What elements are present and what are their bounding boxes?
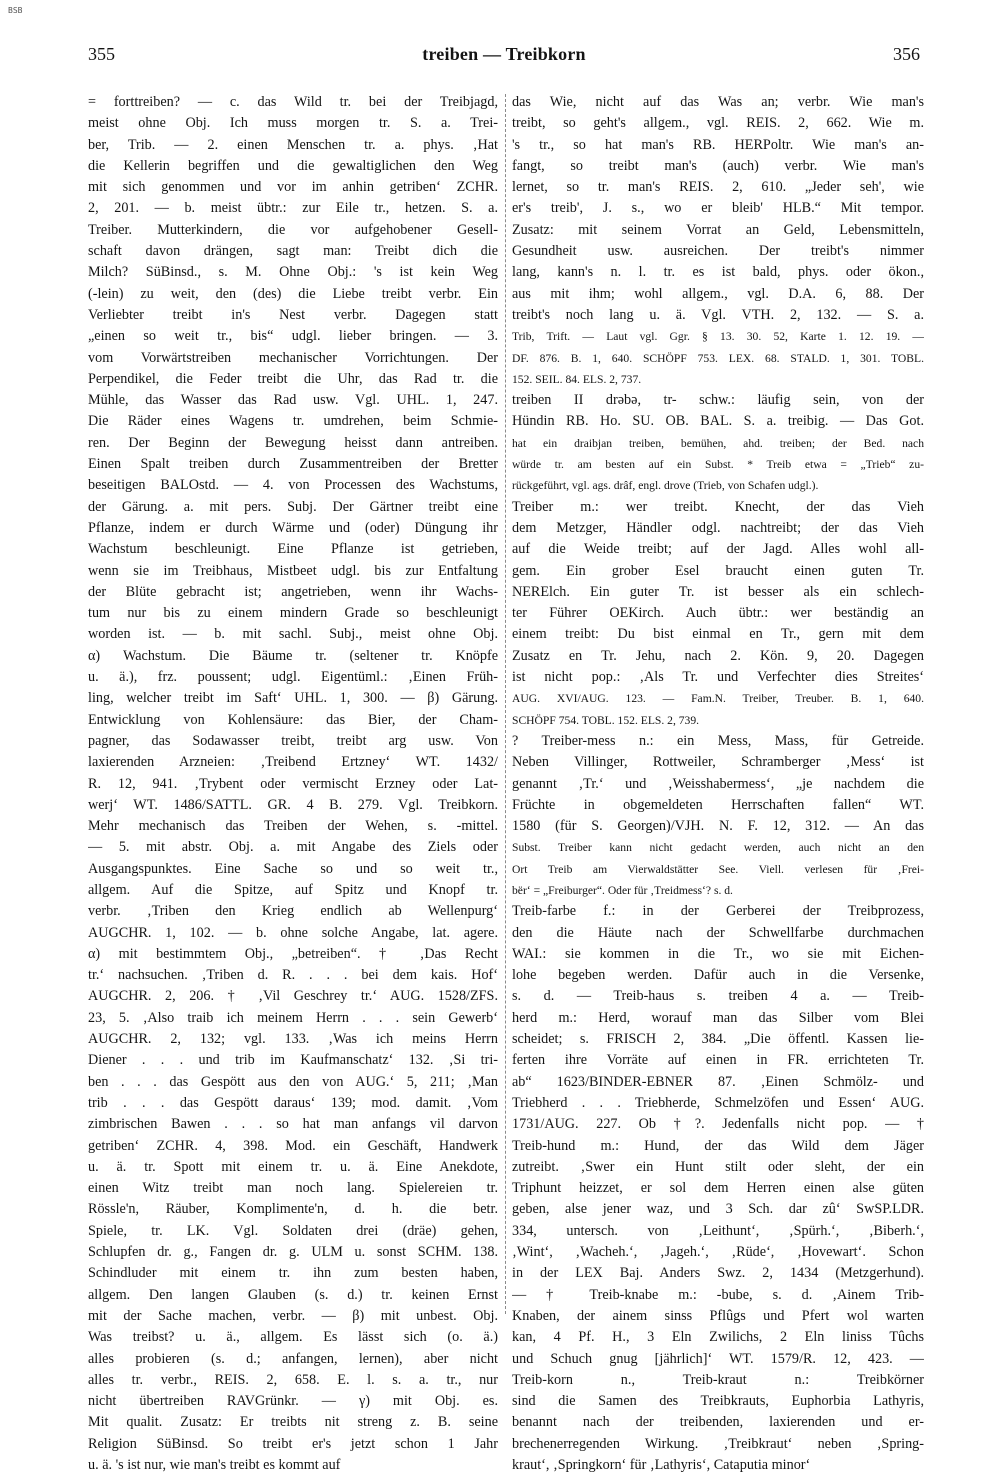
text-line: geben, alse jener waz, und 3 Sch. dar zû‘ SwSP.LDR. — [512, 1201, 924, 1218]
text-line: bër‘ = „Freiburger“. Oder für ‚Treidmess‘? s. d. — [512, 883, 733, 897]
text-line: Rössle'n, Räuber, Komplimente'n, d. h. die betr. — [88, 1201, 498, 1218]
text-line: Hündin RB. Ho. SU. OB. BAL. S. a. treibig. — Das Got. — [512, 413, 924, 430]
text-line: auf die Weide treibt; auf der Jagd. Alles wohl all- — [512, 541, 924, 558]
text-line: getriben‘ ZCHR. 4, 398. Mod. ein Geschäft, Handwerk — [88, 1137, 498, 1154]
text-line: alles probieren (s. d.; anfangen, lernen), aber nicht — [88, 1350, 498, 1367]
text-line: wenn sie im Treibhaus, Mistbeet udgl. bis zur Entfaltung — [88, 562, 498, 579]
text-line: Zusatz: mit seinem Vorrat an Geld, Lebensmitteln, — [512, 221, 924, 238]
text-line: Treib-farbe f.: in der Gerberei der Treibprozess, — [512, 903, 924, 920]
text-line: rückgeführt, vgl. ags. drâf, engl. drove (Trieb, von Schafen udgl.). — [512, 479, 819, 493]
text-line: Spiele, tr. LK. Vgl. Soldaten drei (dräe) gehen, — [88, 1222, 498, 1239]
text-line: der Gärung. a. mit pers. Subj. Der Gärtner treibt eine — [88, 498, 498, 515]
text-line: treiben II drəbə, tr- schw.: läufig sein, von der — [512, 392, 924, 409]
text-line: Zusatz en Tr. Jehu, nach 2. Kön. 9, 20. Dagegen — [512, 647, 924, 664]
right-text-column — [512, 92, 924, 1476]
column-divider — [505, 94, 506, 1314]
text-line: meist ohne Obj. Ich muss morgen tr. S. a. Trei- — [88, 115, 498, 132]
text-line: fangt, so treibt man's (auch) verbr. Wie man's — [512, 157, 924, 174]
text-line: den die Häute nach der Schwellfarbe durchmachen — [512, 924, 924, 941]
text-line: laxierenden Arzneien: ‚Treibend Ertzney‘ WT. 1432/ — [88, 754, 498, 771]
text-line: sind die Samen des Treibkrauts, Euphorbia Lathyris, — [512, 1393, 924, 1410]
text-line: AUGCHR. 1, 102. — b. ohne solche Angabe, lat. agere. — [88, 924, 498, 941]
text-line: WAI.: sie kommen in die Tr., wo sie mit Eichen- — [512, 945, 924, 962]
page-number-left: 355 — [88, 44, 115, 64]
text-line: 's tr., so hat man's RB. HERPoltr. Wie man's an- — [512, 136, 924, 153]
text-line: Wachstum beschleunigt. Eine Pflanze ist getrieben, — [88, 541, 498, 558]
text-line: nicht übertreiben RAVGrünkr. — γ) mit Obj. es. — [88, 1393, 498, 1410]
text-line: alles tr. verbr., REIS. 2, 658. E. l. s. a. tr., nur — [88, 1371, 498, 1388]
text-line: NERElch. Ein guter Tr. ist besser als ein schlech- — [512, 583, 924, 600]
text-line: einem treibt: Du bist einmal en Tr., gern mit dem — [512, 626, 924, 643]
text-line: Perpendikel, die Feder treibt die Uhr, das Rad tr. die — [88, 370, 498, 387]
library-stamp: BSB — [8, 6, 23, 15]
left-text-column — [88, 92, 498, 1476]
text-line: schaft davon drängen, sagt man: Treibt dich die — [88, 243, 498, 260]
text-line: = forttreiben? — c. das Wild tr. bei der Treibjagd, — [88, 94, 498, 110]
text-line: 334, untersch. von ‚Leithunt‘, ‚Spürh.‘, ‚Biberh.‘, — [512, 1222, 924, 1239]
text-line: werj‘ WT. 1486/SATTL. GR. 4 B. 279. Vgl. Treibkorn. — [88, 796, 498, 813]
text-line: kan, 4 Pf. H., 3 Eln Zwilichs, 2 Eln liniss Tûchs — [512, 1329, 924, 1346]
text-line: Einen Spalt treiben durch Zusammentreiben der Bretter — [88, 456, 498, 473]
text-line: treibt's noch lang u. ä. Vgl. VTH. 2, 132. — S. a. — [512, 306, 924, 323]
text-line: u. ä. tr. Spott mit einem tr. u. ä. Eine Anekdote, — [88, 1158, 498, 1175]
text-line: Milch? SüBinsd., s. M. Ohne Obj.: 's ist kein Weg — [88, 264, 498, 281]
text-line: R. 12, 941. ‚Trybent oder vermischt Erzney oder Lat- — [88, 775, 498, 792]
text-line: tr.‘ nachsuchen. ‚Triben d. R. . . . bei dem kais. Hof‘ — [88, 967, 498, 984]
text-line: ren. Der Beginn der Bewegung heisst dann antreiben. — [88, 434, 498, 451]
text-line: ling, welcher treibt im Saft‘ UHL. 1, 300. — β) Gärung. — [88, 690, 498, 707]
text-line: Diener . . . und trib im Kaufmanschatz‘ 132. ‚Si tri- — [88, 1052, 498, 1069]
text-line: Knaben, der ainem sinss Pflûgs und Pfert wol warten — [512, 1307, 924, 1324]
text-line: — 5. mit abstr. Obj. a. mit Angabe des Ziels oder — [88, 839, 498, 856]
text-line: scheidet; s. FRISCH 2, 384. „Die öffentl. Kassen lie- — [512, 1031, 924, 1048]
text-line: lernet, so tr. man's REIS. 2, 610. „Jeder seh', wie — [512, 179, 924, 196]
text-line: 23, 5. ‚Also traib ich meinem Herrn . . . sein Gewerb‘ — [88, 1009, 498, 1026]
text-line: α) mit bestimmtem Obj., „betreiben“. † ‚Das Recht — [88, 945, 498, 962]
text-line: trib . . . das Gespött daraus‘ 139; mod. damit. ‚Vom — [88, 1094, 498, 1111]
text-line: dem Metzger, Händler odgl. nachtreibt; der das Vieh — [512, 519, 924, 536]
text-line: ber, Trib. — 2. einen Menschen tr. a. phys. ‚Hat — [88, 136, 498, 153]
text-line: aus mit ihm; wohl allgem., vgl. D.A. 6, 88. Der — [512, 285, 924, 302]
text-line: (-lein) zu weit, den (des) die Liebe treibt verbr. Ein — [88, 285, 498, 302]
text-line: beseitigen BALOstd. — 4. von Processen des Wachstums, — [88, 477, 498, 494]
text-line: ter Führer OEKirch. Auch übtr.: wer beständig an — [512, 605, 924, 622]
text-line: verbr. ‚Triben den Krieg endlich ab Wellenpurg‘ — [88, 903, 498, 920]
text-line: DF. 876. B. 1, 640. SCHÖPF 753. LEX. 68. STALD. 1, 301. TOBL. — [512, 351, 924, 365]
text-line: α) Wachstum. Die Bäume tr. (seltener tr. Knöpfe — [88, 647, 498, 664]
text-line: „einen so weit tr., bis“ udgl. lieber bringen. — 3. — [88, 328, 498, 345]
text-line: Gesundheit usw. ausreichen. Der treibt's nimmer — [512, 243, 924, 260]
text-line: Treiber. Mutterkindern, die vor aufgehobener Gesell- — [88, 221, 498, 238]
text-line: benannt nach der treibenden, laxierenden und er- — [512, 1414, 924, 1431]
text-line: 152. SEIL. 84. ELS. 2, 737. — [512, 372, 642, 386]
text-line: 1580 (für S. Georgen)/VJH. N. F. 12, 312. — An das — [512, 818, 924, 835]
text-line: AUGCHR. 2, 206. † ‚Vil Geschrey tr.‘ AUG. 1528/ZFS. — [88, 988, 498, 1005]
text-line: und Schuch gnug [jährlich]‘ WT. 1579/R. 12, 423. — — [512, 1350, 924, 1367]
text-line: ferten ihre Vorräte auf einen in FR. errichteten Tr. — [512, 1052, 924, 1069]
text-line: ? Treiber-mess n.: ein Mess, Mass, für Getreide. — [512, 732, 924, 749]
text-line: gem. Ein grober Esel braucht einen guten Tr. — [512, 562, 924, 579]
text-line: tum nur bis zu einem mindern Grade so beschleunigt — [88, 605, 498, 622]
text-line: lang, kann's n. l. tr. es ist bald, phys. oder ökon., — [512, 264, 924, 281]
text-line: der Blüte gebracht ist; angetrieben, wenn ihr Wachs- — [88, 583, 498, 600]
text-line: Religion SüBinsd. So treibt er's jetzt schon 1 Jahr — [88, 1435, 498, 1452]
text-line: Treib-korn n., Treib-kraut n.: Treibkörner — [512, 1371, 924, 1388]
text-line: vom Vorwärtstreiben mechanischer Vorrichtungen. Der — [88, 349, 498, 366]
text-line: er's treib', J. s., wo er bleib' HLB.“ Mit tempor. — [512, 200, 924, 217]
text-line: AUGCHR. 2, 132; vgl. 133. ‚Was ich meins Herrn — [88, 1031, 498, 1048]
text-line: SCHÖPF 754. TOBL. 152. ELS. 2, 739. — [512, 713, 700, 727]
text-line: Treiber m.: wer treibt. Knecht, der das Vieh — [512, 498, 924, 515]
text-line: Mit qualit. Zusatz: Er treibts nit streng z. B. seine — [88, 1414, 498, 1431]
text-line: pagner, das Sodawasser treibt, treibt arg usw. Von — [88, 732, 498, 749]
text-line: Schindluder mit einem tr. ihn zum besten haben, — [88, 1265, 498, 1282]
page-header — [88, 44, 920, 74]
text-line: zimbrischen Bawen . . . so hat man anfangs vil darvon — [88, 1116, 498, 1133]
text-line: Die Räder eines Wagens tr. umdrehen, beim Schmie- — [88, 413, 498, 430]
text-line: Mühle, das Wasser das Rad usw. Vgl. UHL. 1, 247. — [88, 392, 498, 409]
text-line: treibt, so geht's allgem., vgl. REIS. 2, 662. Wie m. — [512, 115, 924, 132]
text-line: Schlupfen dr. g., Fangen dr. g. ULM u. sonst SCHM. 138. — [88, 1244, 498, 1261]
text-line: Ort Treib am Vierwaldstätter See. Viell. verlesen für ‚Frei- — [512, 862, 924, 876]
text-line: u. ä.), frz. poussent; udgl. Eigentüml.: ‚Einen Früh- — [88, 669, 498, 686]
text-line: ist nicht pop.: ‚Als Tr. und Verfechter dies Streites‘ — [512, 669, 924, 686]
text-line: mit sich genommen und vor im anhin getriben‘ ZCHR. — [88, 179, 498, 196]
text-line: zutreibt. ‚Swer ein Hunt stilt oder sleht, der ein — [512, 1158, 924, 1175]
text-line: — † Treib-knabe m.: -bube, s. d. ‚Ainem Trib- — [512, 1286, 924, 1303]
page-number-right: 356 — [893, 44, 920, 64]
text-line: allgem. Auf die Spitze, auf Spitz und Knopf tr. — [88, 881, 498, 898]
text-line: hat ein draibjan treiben, bemühen, ahd. treiben; der Bed. nach — [512, 436, 924, 450]
text-line: Verliebter treibt in's Nest verbr. Dagegen statt — [88, 306, 498, 323]
text-line: in der LEX Baj. Anders Swz. 2, 1434 (Metzgerhund). — [512, 1265, 924, 1282]
text-line: ‚Wint‘, ‚Wacheh.‘, ‚Jageh.‘, ‚Rüde‘, ‚Hovewart‘. Schon — [512, 1244, 924, 1261]
text-line: das Wie, nicht auf das Was an; verbr. Wie man's — [512, 94, 924, 110]
text-line: Subst. Treiber kann nicht gedacht werden, auch nicht an den — [512, 841, 924, 855]
text-line: 1731/AUG. 227. Ob †?. Jedenfalls nicht pop. — † — [512, 1116, 924, 1133]
text-line: u. ä. 's ist nur, wie man's treibt es kommt auf — [88, 1457, 341, 1473]
running-head-title: treiben — Treibkorn — [422, 44, 586, 64]
text-line: ab“ 1623/BINDER-EBNER 87. ‚Einen Schmölz- und — [512, 1073, 924, 1090]
text-line: herd m.: Herd, worauf man das Silber vom Blei — [512, 1009, 924, 1026]
text-line: genannt ‚Tr.‘ und ‚Weisshabermess‘, „je nachdem die — [512, 775, 924, 792]
text-line: Treib-hund m.: Hund, der das Wild dem Jäger — [512, 1137, 924, 1154]
text-line: Trib, Trift. — Laut vgl. Ggr. § 13. 30. 52, Karte 1. 12. 19. — — [512, 330, 924, 344]
text-line: AUG. XVI/AUG. 123. — Fam.N. Treiber, Treuber. B. 1, 640. — [512, 692, 924, 706]
text-line: s. d. — Treib-haus s. treiben 4 a. — Treib- — [512, 988, 924, 1005]
text-line: 2, 201. — b. meist übtr.: zur Eile tr., hetzen. S. a. — [88, 200, 498, 217]
text-line: die Kellerin begriffen und die gewaltiglichen den Weg — [88, 157, 498, 174]
text-line: lohe begeben werden. Dafür auch in die Versenke, — [512, 967, 924, 984]
text-line: Ausgangspunktes. Eine Sache so und so weit tr., — [88, 860, 498, 877]
text-line: Triebherd . . . Triebherde, Schmelzöfen und Essen‘ AUG. — [512, 1094, 924, 1111]
text-line: ben . . . das Gespött aus den von AUG.‘ 5, 211; ‚Man — [88, 1073, 498, 1090]
text-line: Triphunt heizzet, er sol dem Herren einen alse güten — [512, 1180, 924, 1197]
text-line: mit der Sache machen, verbr. — β) mit unbest. Obj. — [88, 1307, 498, 1324]
text-line: brechenerregenden Wirkung. ‚Treibkraut‘ neben ‚Spring- — [512, 1435, 924, 1452]
text-line: Pflanze, indem er durch Wärme und (oder) Düngung ihr — [88, 519, 498, 536]
text-line: kraut‘, ‚Springkorn‘ für ‚Lathyris‘, Cataputia minor‘ — [512, 1457, 811, 1473]
text-line: Neben Villinger, Rottweiler, Schramberger ‚Mess‘ ist — [512, 754, 924, 771]
text-line: allgem. Den langen Glauben (s. d.) tr. keinen Ernst — [88, 1286, 498, 1303]
text-line: Mehr mechanisch das Treiben der Wehen, s. -mittel. — [88, 818, 498, 835]
text-line: Früchte in obgemeldeten Herrschaften fallen“ WT. — [512, 796, 924, 813]
text-line: Was treibst? u. ä., allgem. Es lässt sich (o. ä.) — [88, 1329, 498, 1346]
text-line: Entwicklung von Kohlensäure: das Bier, der Cham- — [88, 711, 498, 728]
text-line: worden ist. — b. mit sachl. Subj., meist ohne Obj. — [88, 626, 498, 643]
text-line: würde tr. am besten auf ein Subst. * Treib etwa = „Trieb“ zu- — [512, 458, 924, 472]
text-line: einen Witz treibt man noch lang. Spielereien tr. — [88, 1180, 498, 1197]
